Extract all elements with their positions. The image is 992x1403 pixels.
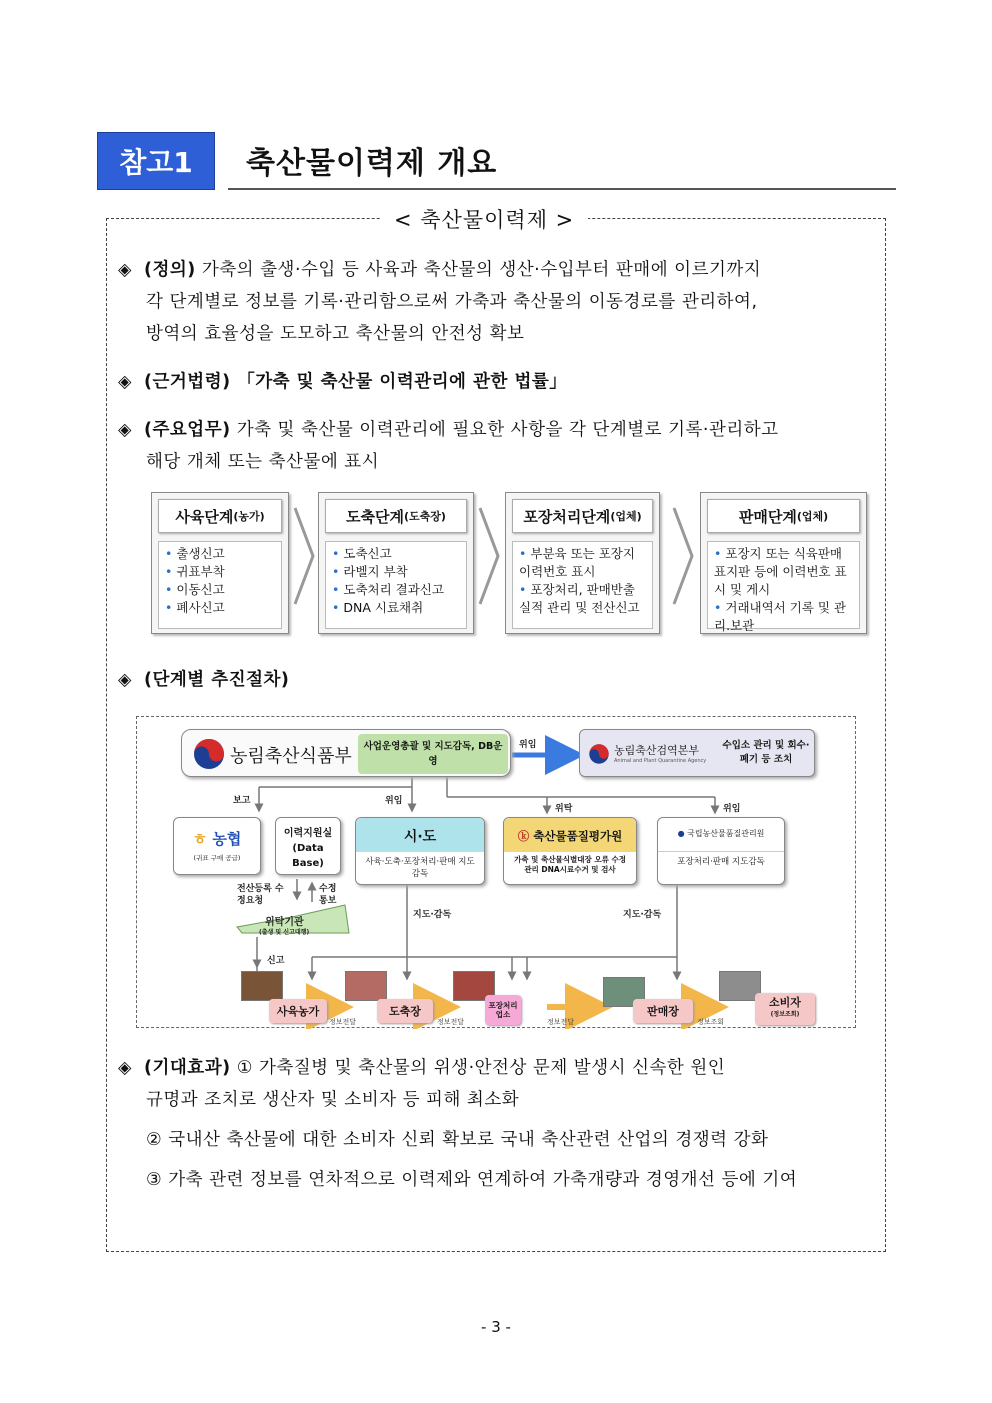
definition-label: (정의) xyxy=(144,260,196,280)
chevron-right-icon xyxy=(672,506,694,606)
duties-label: (주요업무) xyxy=(144,420,231,440)
stage-slaughter xyxy=(318,492,474,634)
consumer-box xyxy=(755,993,815,1025)
procedure-label: (단계별 추진절차) xyxy=(144,670,290,690)
stage-head xyxy=(325,499,467,533)
entrust-label: 위임 xyxy=(519,740,537,750)
page-title: 축산물이력제 개요 xyxy=(246,146,498,181)
title-divider xyxy=(228,188,896,190)
effects-label: (기대효과) xyxy=(144,1058,231,1078)
quarantine-role: 수입소 관리 및 회수·폐기 등 조치 xyxy=(722,740,810,765)
stage-item: • 귀표부착 xyxy=(165,563,275,581)
definition-line3: 방역의 효율성을 도모하고 축산물의 안전성 확보 xyxy=(146,324,525,344)
ministry-role: 사업운영총괄 및 지도감독, DB운영 xyxy=(358,734,508,774)
support-room-node: 이력지원실 (Data Base) xyxy=(275,817,341,875)
ministry-node xyxy=(181,729,511,777)
stage-sub: (농가) xyxy=(233,510,265,523)
stage-item: • 도축신고 xyxy=(332,545,460,563)
definition-section xyxy=(118,254,878,350)
stage-sub: (도축장) xyxy=(404,510,446,523)
guide2-label: 지도·감독 xyxy=(623,910,662,920)
taegeuk-icon xyxy=(588,743,610,765)
nonghyup-node xyxy=(173,817,261,875)
stage-packing xyxy=(505,492,660,634)
definition-line1: 가축의 출생·수입 등 사육과 축산물의 생산·수입부터 판매에 이르기까지 xyxy=(195,260,762,280)
taegeuk-icon xyxy=(192,737,226,771)
effects-line3: ② 국내산 축산물에 대한 소비자 신뢰 확보로 국내 축산관련 산업의 경쟁력 강화 xyxy=(146,1130,769,1150)
stage-item: • 이동신고 xyxy=(165,581,275,599)
farm-photo xyxy=(241,971,283,1001)
naqs-node xyxy=(657,817,785,885)
info2-label: 정보전달 xyxy=(437,1018,465,1026)
stage-farming xyxy=(151,492,289,634)
stage-title: 포장처리단계 xyxy=(523,507,611,526)
fix-notice-label: 수정 통보 xyxy=(319,884,337,906)
quarantine-en: Animal and Plant Quarantine Agency xyxy=(614,758,707,764)
stage-body xyxy=(512,541,653,629)
quarantine-name: 농림축산검역본부 xyxy=(614,744,700,757)
effects-line4-wrap xyxy=(118,1164,878,1196)
reference-badge: 참고1 xyxy=(97,132,215,190)
consign-label: 위탁 xyxy=(555,804,573,814)
nonghyup-name: 농협 xyxy=(212,830,242,848)
stage-body xyxy=(158,541,282,629)
page-number: - 3 - xyxy=(481,1318,511,1336)
packing-box: 포장처리업소 xyxy=(485,995,521,1025)
sido-role: 사육·도축·포장처리·판매 지도감독 xyxy=(365,857,475,879)
procedure-section xyxy=(118,664,289,696)
naqs-role: 포장처리·판매 지도감독 xyxy=(677,857,765,867)
diamond-bullet-icon: ◈ xyxy=(118,420,132,440)
info4-label: 정보조회 xyxy=(697,1018,725,1026)
stage-item: • 라벨지 부착 xyxy=(332,563,460,581)
consumer-name: 소비자 xyxy=(769,996,801,1009)
stage-head xyxy=(158,499,282,533)
definition-line2: 각 단계별로 정보를 기록·관리함으로써 가축과 축산물의 이동경로를 관리하여, xyxy=(146,292,758,312)
stage-sales xyxy=(700,492,867,634)
stage-item: • 부분육 또는 포장지 이력번호 표시 xyxy=(519,545,646,581)
stage-item: • 포장지 또는 식육판매 표지판 등에 이력번호 표시 및 게시 xyxy=(714,545,853,599)
stage-body xyxy=(707,541,860,633)
sido-name: 시·도 xyxy=(356,818,484,852)
agency-label: 위탁기관 xyxy=(265,917,304,928)
consumer-sub: (정보조회) xyxy=(770,1011,800,1018)
kape-node xyxy=(503,817,637,885)
law-text: 「가축 및 축산물 이력관리에 관한 법률」 xyxy=(230,372,568,392)
agency-sub: (출생 및 신고대행) xyxy=(259,929,310,936)
diamond-bullet-icon: ◈ xyxy=(118,372,132,392)
diamond-bullet-icon: ◈ xyxy=(118,260,132,280)
shop-box: 판매장 xyxy=(633,999,693,1023)
chevron-right-icon xyxy=(478,506,500,606)
stage-title: 판매단계 xyxy=(738,507,797,526)
stage-head xyxy=(512,499,653,533)
naqs-title: 국립농산물품질관리원 xyxy=(687,829,765,838)
stage-item: • 도축처리 결과신고 xyxy=(332,581,460,599)
stage-item: • DNA 시료채취 xyxy=(332,599,460,617)
kape-role: 가축 및 축산물식별대장 오류 수정 관리 DNA시료수거 및 검사 xyxy=(514,855,626,874)
naqs-name: ● 국립농산물품질관리원 xyxy=(658,818,784,852)
info3-label: 정보전달 xyxy=(547,1018,575,1026)
report-label: 보고 xyxy=(233,796,251,806)
stage-item: • 거래내역서 기록 및 관리.보관 xyxy=(714,599,853,635)
kape-title: 축산물품질평가원 xyxy=(533,829,623,843)
effects-line3-wrap xyxy=(118,1124,878,1156)
stage-title: 도축단계 xyxy=(346,507,405,526)
guide1-label: 지도·감독 xyxy=(413,910,452,920)
law-label: (근거법령) xyxy=(144,372,231,392)
delegate2-label: 위임 xyxy=(723,804,741,814)
nonghyup-logo: ㅎ 농협 xyxy=(192,830,242,848)
nonghyup-sub: (귀표 구매 공급) xyxy=(193,854,241,862)
duties-line1: 가축 및 축산물 이력관리에 필요한 사항을 각 단계별로 기록·관리하고 xyxy=(230,420,779,440)
slaughter-box: 도축장 xyxy=(377,999,433,1023)
ministry-name: 농림축산식품부 xyxy=(230,746,352,767)
stage-sub: (업체) xyxy=(610,510,642,523)
stage-body xyxy=(325,541,467,629)
stage-item: • 포장처리, 판매반출 실적 관리 및 전산신고 xyxy=(519,581,646,617)
report2-label: 신고 xyxy=(267,956,285,966)
effects-line1: ① 가축질병 및 축산물의 위생·안전상 문제 발생시 신속한 원인 xyxy=(230,1058,726,1078)
slaughter-photo xyxy=(345,971,387,1001)
law-section xyxy=(118,366,878,398)
farm-box: 사육농가 xyxy=(269,999,327,1023)
duties-line2: 해당 개체 또는 축산물에 표시 xyxy=(146,452,380,472)
info1-label: 정보전달 xyxy=(329,1018,357,1026)
effects-line4: ③ 가축 관련 정보를 연차적으로 이력제와 연계하여 가축개량과 경영개선 등에 기여 xyxy=(146,1170,798,1190)
effects-line2: 규명과 조치로 생산자 및 소비자 등 피해 최소화 xyxy=(146,1090,520,1110)
diamond-bullet-icon: ◈ xyxy=(118,670,132,690)
stage-item: • 출생신고 xyxy=(165,545,275,563)
kape-name: ⓚ 축산물품질평가원 xyxy=(504,818,636,852)
delegate-label: 위임 xyxy=(385,796,403,806)
stage-title: 사육단계 xyxy=(175,507,234,526)
stage-item: • 폐사신고 xyxy=(165,599,275,617)
sido-node xyxy=(355,817,485,885)
duties-section xyxy=(118,414,878,478)
procedure-diagram xyxy=(136,716,856,1028)
box-caption: < 축산물이력제 > xyxy=(380,204,588,234)
stage-head xyxy=(707,499,860,533)
chevron-right-icon xyxy=(293,506,315,606)
stage-sub: (업체) xyxy=(796,510,829,523)
reg-request-label: 전산등록 수정요청 xyxy=(237,884,284,906)
effects-section xyxy=(118,1052,878,1116)
quarantine-node xyxy=(579,729,815,777)
diamond-bullet-icon: ◈ xyxy=(118,1058,132,1078)
